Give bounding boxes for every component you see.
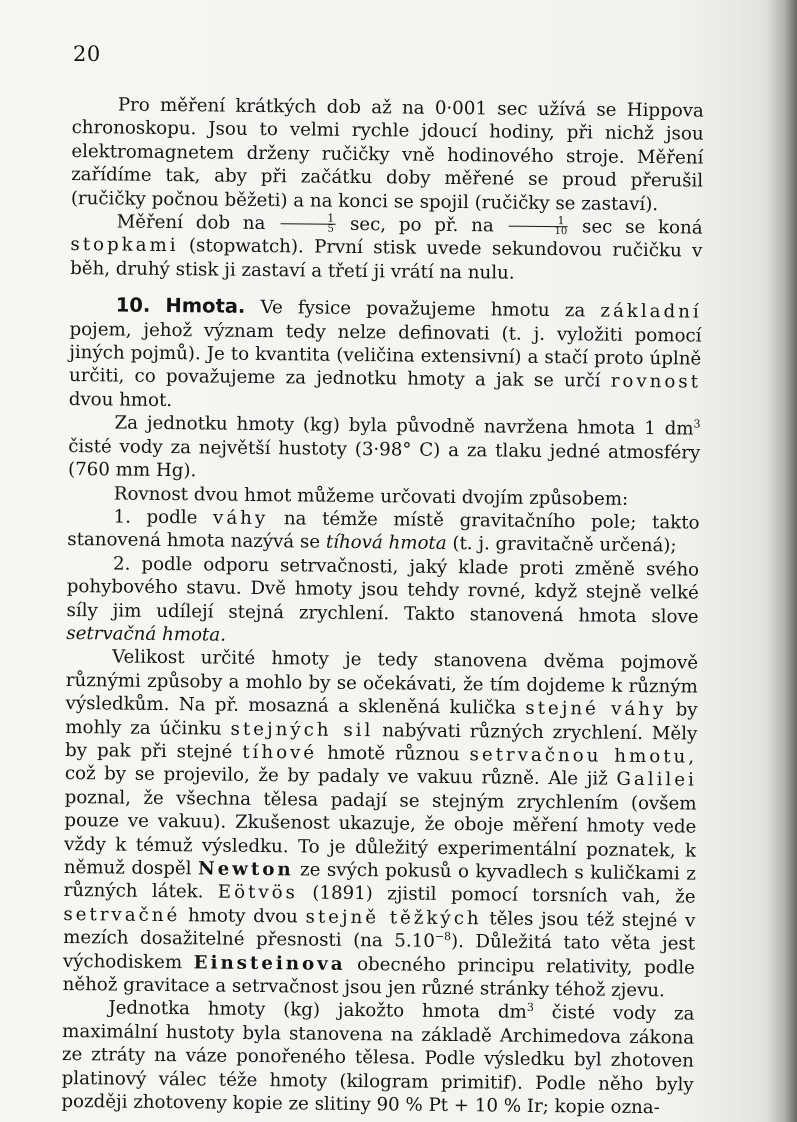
spaced-term: stejných sil xyxy=(230,718,374,741)
text-run: pojem, jehož význam tedy nelze definovati (t. j. vyložiti pomocí jiných pojmů). Je to kvantita (veličina extensivní) a stačí proto úplně určiti, co považujeme za jednotku hmoty a jak se určí xyxy=(68,318,702,393)
text-run: na témže místě gravitačního pole; takto stanovená hmota nazývá se xyxy=(67,508,700,553)
spaced-term: stopkami xyxy=(70,234,179,257)
superscript: 3 xyxy=(693,417,701,431)
paragraph-kilogram-standard xyxy=(61,996,694,1120)
text-run: (stopwatch). První stisk uvede sekundovou ručičku v běh, druhý stisk ji zastaví a třetí ji vrátí na nulu. xyxy=(70,235,703,284)
page-number: 20 xyxy=(73,42,101,66)
text-run: ). Důležitá tato věta jest východiskem xyxy=(62,931,696,973)
spaced-term: rovnost xyxy=(610,371,702,394)
text-run: sec se koná xyxy=(582,216,703,239)
spaced-term: Newton xyxy=(197,858,294,881)
fraction-denominator: 10 xyxy=(554,226,568,238)
text-run: Jednotka hmoty (kg) jakožto hmota dm xyxy=(108,997,527,1024)
list-item-inertia xyxy=(66,552,699,652)
italic-term: tíhová hmota xyxy=(325,531,447,555)
text-run: hmotě různou xyxy=(327,742,460,766)
text-run: 1. podle xyxy=(113,506,198,529)
spaced-term: stejné váhy xyxy=(525,697,667,721)
spaced-term: tíhové xyxy=(242,741,318,764)
text-run: Velikost určité hmoty je tedy stanovena dvěma pojmově různými způsoby a mohlo by se očekávati, že tím dojdeme k různým výsledkům. Na př. mosazná a skleněná kulička xyxy=(65,646,699,719)
text-run: obecného principu relativity, podle něhož gravitace a setrvačnost jsou jen různé stránky téhož zjevu. xyxy=(62,953,695,1002)
italic-term: setrvačná hmota. xyxy=(66,622,227,646)
fraction-denominator: 5 xyxy=(327,223,334,235)
text-run: by mohly za účinku xyxy=(65,699,698,740)
fraction-numerator: 1 xyxy=(509,216,568,228)
text-run: sec, po př. na xyxy=(349,213,494,237)
list-item-weight xyxy=(67,505,699,558)
text-run: Za jednotku hmoty (kg) byla původně navržena hmota 1 dm xyxy=(114,412,694,440)
text-run: (t. j. gravitačně určená); xyxy=(452,533,677,557)
section-number: 10. xyxy=(115,293,151,318)
spaced-term: setrvačnou hmotu, xyxy=(469,744,698,768)
spaced-term: základní xyxy=(600,300,702,323)
paragraph-unit-definition xyxy=(68,411,701,488)
paragraph-hipp-chronoscope: Pro měření krátkých dob až na 0·001 sec užívá se Hippova chronoskopu. Jsou to velmi rychle jdoucí hodiny, při nichž jsou elektromagnetem drženy ručičky vně hodinového stroje. Měření zařídíme tak, aby při začátku doby měřené se proud přerušil (ručičky počnou běžeti) a na konci se spojil (ručičky se zastaví). xyxy=(70,94,704,215)
spaced-term: stejně těžkých xyxy=(305,906,482,930)
page-edge-shadow xyxy=(767,0,797,1122)
text-run: (1891) zjistil pomocí torsních vah, že xyxy=(312,882,696,908)
page-body xyxy=(61,93,704,1120)
superscript: −8 xyxy=(434,930,452,944)
text-run: nabývati různých zrychlení. Měly by pak při stejné xyxy=(65,719,698,763)
text-run: Ve fysice považujeme hmotu za xyxy=(260,297,586,322)
text-run: Měření dob na xyxy=(116,211,266,235)
fraction-fifth xyxy=(280,213,335,235)
text-run: čisté vody za největší hustoty (3·98° C) a za tlaku jedné atmosféry (760 mm Hg). xyxy=(67,435,701,482)
text-run: čisté vody za maximální hustoty byla stanovena na základě Archimedova zákona ze ztráty na váze ponořeného tělesa. Podle výsledku byl zhotoven platinový válec téže hmoty (kilogram primitif). Podle něho byly později zhotoveny kopie ze slitiny 90 % Pt + 10 % Ir; kopie ozna- xyxy=(61,1002,695,1119)
paragraph-two-ways: Rovnost dvou hmot můžeme určovati dvojím způsobem: xyxy=(113,482,629,510)
text-run: ze svých pokusů o kyvadlech s kuličkami z různých látek. xyxy=(63,859,696,903)
superscript: 3 xyxy=(526,1001,534,1015)
spaced-term: Galilei xyxy=(616,769,697,791)
text-run: dvou hmot. xyxy=(68,388,173,411)
spaced-term: Einsteinova xyxy=(193,951,346,975)
text-run: hmoty dvou xyxy=(187,905,298,928)
text-run: těles jsou též stejné v mezích dosažitelné přesnosti (na 5.10 xyxy=(63,908,696,953)
text-run: poznal, že všechna tělesa padají se stejným zrychlením (ovšem pouze ve vakuu). Zkušenost ukazuje, že oboje měření hmoty vede vždy k témuž výsledku. To je důležitý experimentální poznatek, k němuž dospěl xyxy=(63,786,697,880)
spaced-term: setrvačné xyxy=(63,903,181,926)
spaced-term: Eötvös xyxy=(217,881,299,904)
fraction-tenth xyxy=(508,216,567,238)
spaced-term: váhy xyxy=(212,507,269,529)
text-run: což by se projevilo, že by padaly ve vakuu různě. Ale již xyxy=(64,763,608,791)
paragraph-stopwatch xyxy=(70,210,703,287)
fraction-numerator: 1 xyxy=(280,213,335,225)
paragraph-equivalence xyxy=(63,645,699,1003)
text-run: 2. podle odporu setrvačnosti, jaký klade proti změně svého pohybového stavu. Dvě hmoty jsou tehdy rovné, když stejně velké síly jim udílejí stejná zrychlení. Takto stanovená hmota slove xyxy=(66,553,700,628)
section-title: Hmota. xyxy=(165,294,246,319)
section-10-intro xyxy=(69,293,702,418)
